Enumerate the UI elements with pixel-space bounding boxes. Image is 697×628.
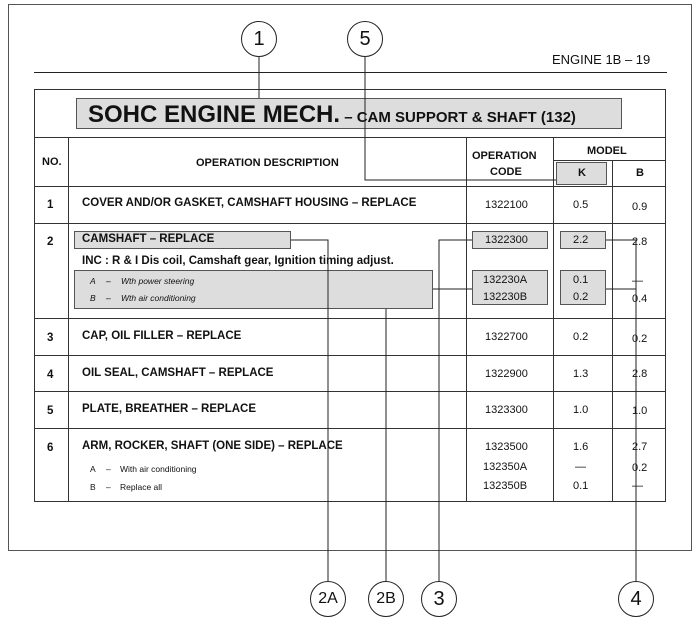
model-b-value: 0.2 [632,462,648,474]
operation-code: 1323500 [485,441,528,453]
col-header-no: NO. [42,156,62,168]
sub-item-text: Replace all [120,482,163,492]
model-b-value: 0.2 [632,333,648,345]
sub-item-dash: – [106,464,111,474]
title-main: SOHC ENGINE MECH. [88,101,341,128]
title-sub: CAM SUPPORT & SHAFT (132) [356,109,576,126]
row-number: 5 [47,405,54,417]
model-b-value: — [632,275,643,287]
sub-item-letter: A [90,276,96,286]
operation-description: CAMSHAFT – REPLACE [82,233,215,245]
callout-1: 1 [241,21,277,57]
model-b-value: 2.8 [632,368,648,380]
operation-code: 132230B [483,291,528,303]
col-header-model: MODEL [587,145,627,157]
operation-code: 1322300 [485,234,528,246]
leader-line-3 [439,240,472,581]
operation-description: ARM, ROCKER, SHAFT (ONE SIDE) – REPLACE [82,440,343,452]
model-b-value: 1.0 [632,405,648,417]
operation-description: CAP, OIL FILLER – REPLACE [82,330,242,342]
model-k-value: 1.0 [573,404,589,416]
model-b-value: 2.8 [632,236,648,248]
model-k-value: 0.5 [573,199,589,211]
operation-description: OIL SEAL, CAMSHAFT – REPLACE [82,367,274,379]
leader-line-2a [291,240,328,581]
callout-5: 5 [347,21,383,57]
sub-item-text: Wth power steering [121,276,195,286]
model-k-value: 0.1 [573,274,589,286]
col-header-b: B [636,167,644,179]
callout-4: 4 [618,581,654,617]
model-b-value: 2.7 [632,441,648,453]
callout-3: 3 [421,581,457,617]
leader-line-4 [606,240,636,581]
includes-note: INC : R & I Dis coil, Camshaft gear, Ignition timing adjust. [82,255,394,267]
model-k-value: 1.3 [573,368,589,380]
sub-item-dash: – [106,276,111,286]
operation-code: 132230A [483,274,528,286]
col-header-k: K [578,167,586,179]
model-k-value: 1.6 [573,441,589,453]
title-dash: – [340,109,357,126]
model-b-value: 0.9 [632,201,648,213]
operation-code: 1323300 [485,404,528,416]
col-header-code: OPERATION [472,150,537,162]
row-number: 4 [47,369,54,381]
operation-description: PLATE, BREATHER – REPLACE [82,403,257,415]
operation-code: 1322100 [485,199,528,211]
operation-description: COVER AND/OR GASKET, CAMSHAFT HOUSING – REPLACE [82,197,417,209]
model-k-value: 0.1 [573,480,589,492]
sub-item-dash: – [106,293,111,303]
sub-item-text: Wth air conditioning [121,293,196,303]
sub-item-dash: – [106,482,111,492]
operation-code: 132350A [483,461,528,473]
model-k-value: 2.2 [573,234,589,246]
operation-code: 1322900 [485,368,528,380]
sub-item-letter: B [90,293,96,303]
operation-code: 132350B [483,480,528,492]
row-number: 2 [47,236,54,248]
sub-item-text: With air conditioning [120,464,197,474]
page-header: ENGINE 1B – 19 [552,52,651,67]
callout-2b: 2B [368,581,404,617]
sub-item-letter: B [90,482,96,492]
col-header-description: OPERATION DESCRIPTION [196,157,339,169]
model-b-value: — [632,480,643,492]
callout-2a: 2A [310,581,346,617]
model-k-value: — [575,461,586,473]
operation-code: 1322700 [485,331,528,343]
model-k-value: 0.2 [573,291,589,303]
row-number: 1 [47,199,54,211]
leader-line-5 [365,57,556,180]
model-k-value: 0.2 [573,331,589,343]
row-number: 3 [47,332,54,344]
col-header-code-2: CODE [490,166,522,178]
row-number: 6 [47,442,54,454]
sub-item-letter: A [90,464,96,474]
model-b-value: 0.4 [632,293,648,305]
